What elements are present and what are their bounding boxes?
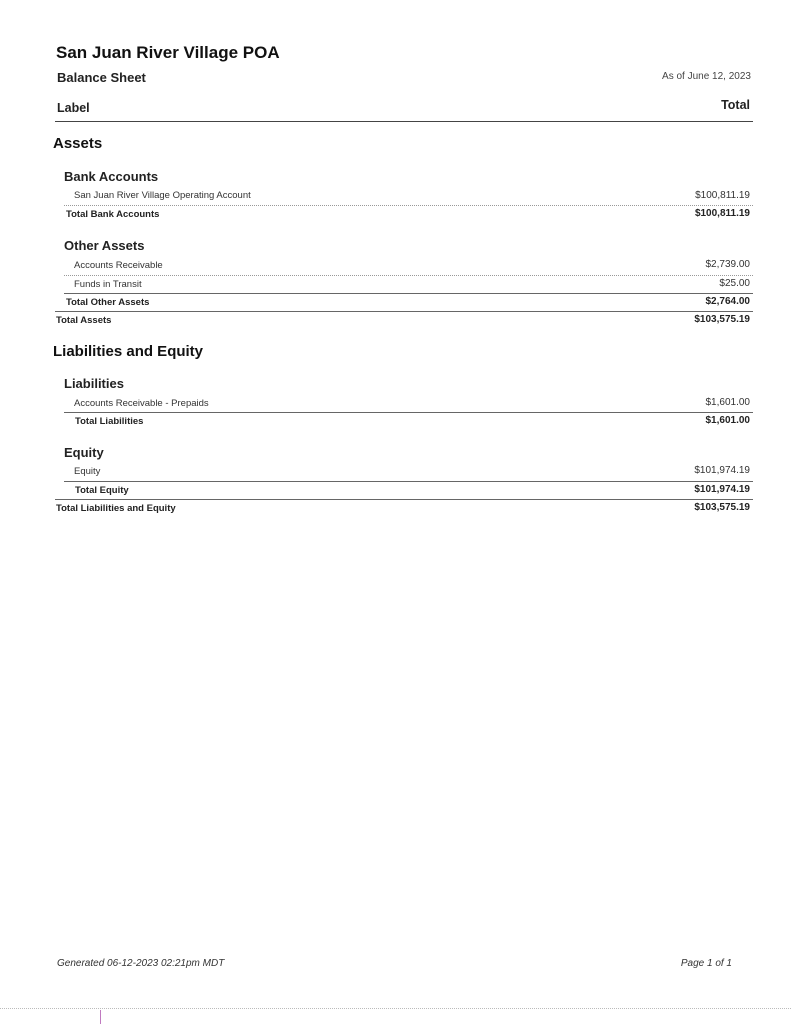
group-title-equity: Equity bbox=[64, 445, 104, 460]
line-item-label: Accounts Receivable - Prepaids bbox=[74, 398, 209, 409]
line-item-label: Funds in Transit bbox=[74, 279, 142, 290]
section-title-assets: Assets bbox=[53, 135, 103, 152]
line-item-amount: $25.00 bbox=[719, 278, 750, 289]
subtotal-label-equity: Total Equity bbox=[75, 485, 129, 496]
total-amount-liabilities-equity: $103,575.19 bbox=[694, 502, 750, 513]
subtotal-label-other-assets: Total Other Assets bbox=[66, 297, 150, 308]
total-label-liabilities-equity: Total Liabilities and Equity bbox=[56, 503, 176, 514]
line-item-label: Accounts Receivable bbox=[74, 260, 163, 271]
scan-edge bbox=[0, 1008, 791, 1009]
report-title: Balance Sheet bbox=[57, 70, 146, 85]
column-header-total: Total bbox=[721, 98, 750, 112]
organization-name: San Juan River Village POA bbox=[56, 43, 280, 62]
subtotal-amount-bank-accounts: $100,811.19 bbox=[694, 208, 750, 219]
line-item-amount: $2,739.00 bbox=[705, 259, 750, 270]
subtotal-amount-liabilities: $1,601.00 bbox=[705, 415, 750, 426]
page-number: Page 1 of 1 bbox=[680, 958, 732, 969]
header-divider bbox=[55, 121, 753, 122]
total-amount-assets: $103,575.19 bbox=[694, 314, 750, 325]
group-title-other-assets: Other Assets bbox=[64, 238, 145, 253]
scan-mark bbox=[100, 1010, 101, 1024]
generated-timestamp: Generated 06-12-2023 02:21pm MDT bbox=[57, 958, 225, 969]
report-date: As of June 12, 2023 bbox=[662, 71, 751, 82]
section-title-liabilities-equity: Liabilities and Equity bbox=[53, 343, 204, 360]
line-item-amount: $101,974.19 bbox=[694, 465, 750, 476]
row-divider bbox=[55, 499, 753, 500]
row-divider bbox=[64, 293, 753, 294]
line-item-label: Equity bbox=[74, 466, 101, 477]
row-divider bbox=[64, 205, 753, 206]
subtotal-label-bank-accounts: Total Bank Accounts bbox=[66, 209, 160, 220]
row-divider bbox=[64, 412, 753, 413]
row-divider bbox=[64, 481, 753, 482]
row-divider bbox=[55, 311, 753, 312]
group-title-liabilities: Liabilities bbox=[64, 376, 124, 391]
total-label-assets: Total Assets bbox=[56, 315, 112, 326]
subtotal-amount-equity: $101,974.19 bbox=[694, 484, 750, 495]
column-header-label: Label bbox=[57, 101, 90, 115]
group-title-bank-accounts: Bank Accounts bbox=[64, 169, 159, 184]
line-item-label: San Juan River Village Operating Account bbox=[74, 190, 251, 201]
row-divider bbox=[64, 275, 753, 276]
line-item-amount: $100,811.19 bbox=[695, 190, 750, 201]
subtotal-amount-other-assets: $2,764.00 bbox=[705, 296, 750, 307]
subtotal-label-liabilities: Total Liabilities bbox=[75, 416, 144, 427]
line-item-amount: $1,601.00 bbox=[705, 397, 750, 408]
